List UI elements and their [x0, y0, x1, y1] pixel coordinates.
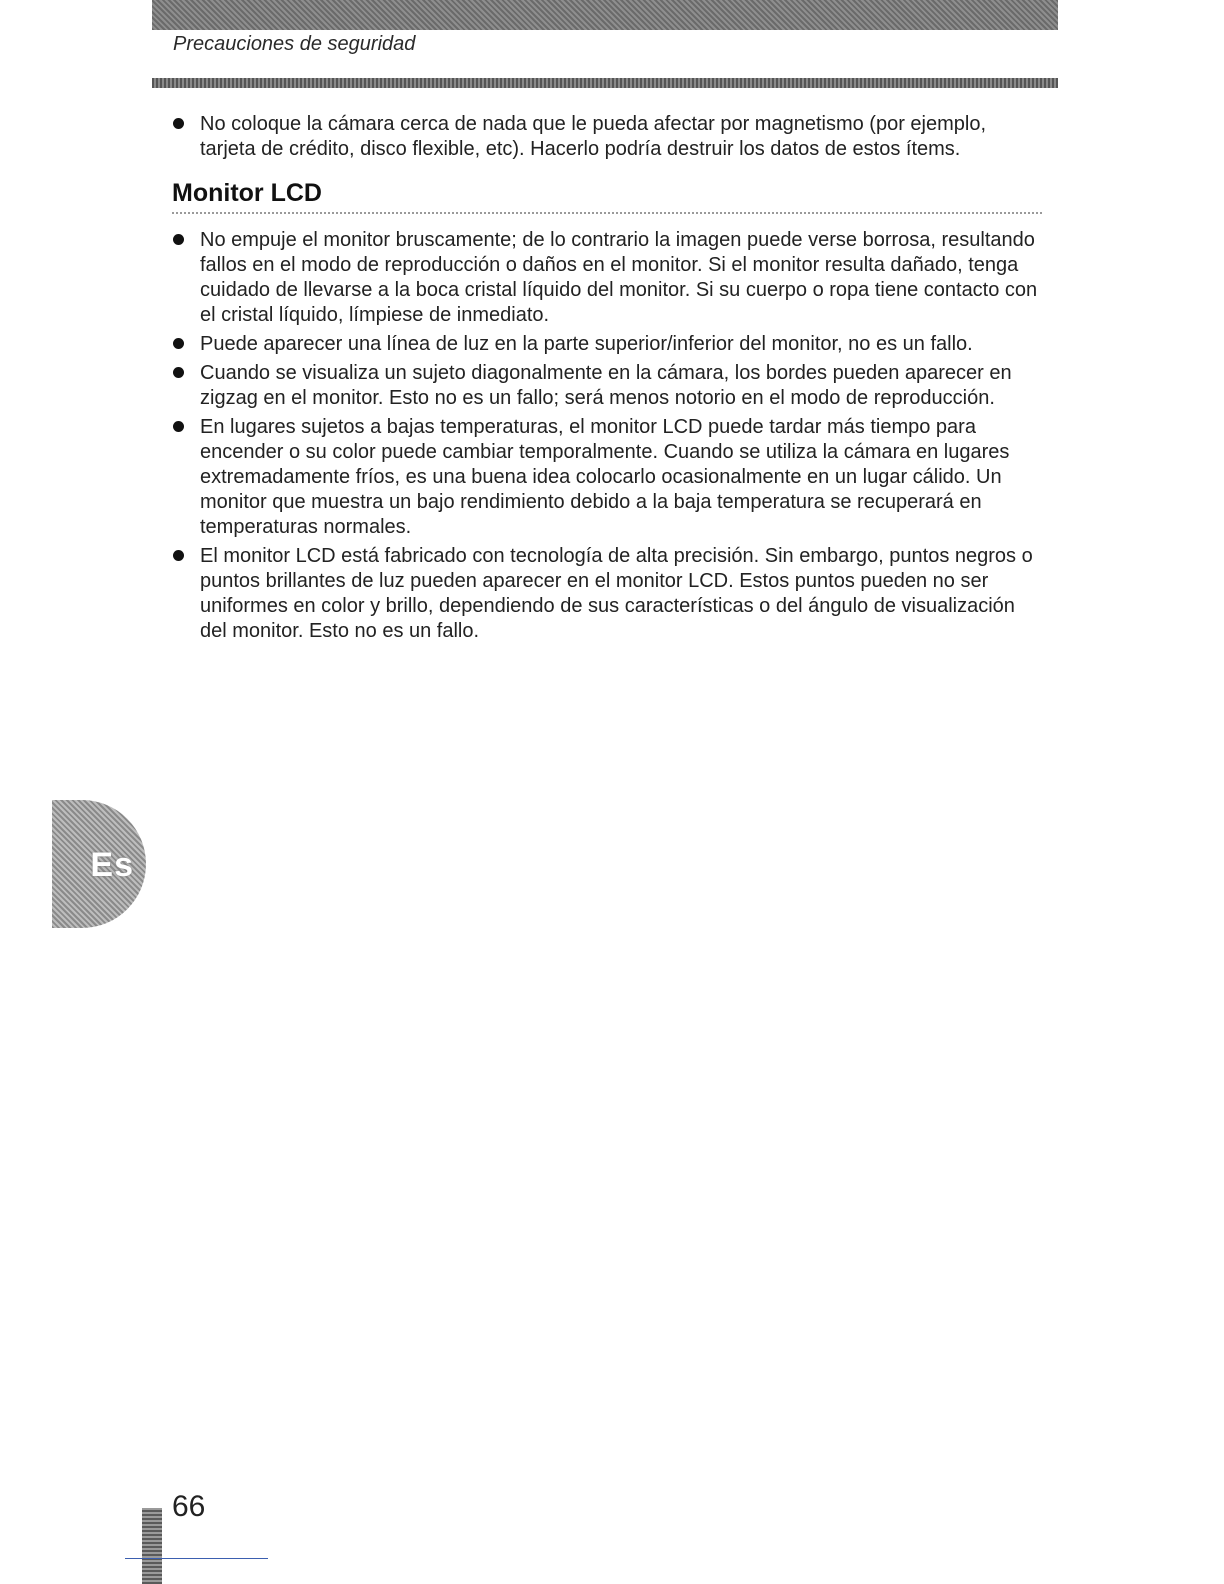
- list-item: [172, 361, 1042, 411]
- list-item-text: No coloque la cámara cerca de nada que le pueda afectar por magnetismo (por ejemplo, tarjeta de crédito, disco flexible, etc). Hacerlo podría destruir los datos de estos ítems.: [200, 113, 987, 160]
- list-item-text: Cuando se visualiza un sujeto diagonalmente en la cámara, los bordes pueden aparecer en zigzag en el monitor. Esto no es un fallo; será menos notorio en el modo de reproducción.: [200, 362, 1012, 409]
- page-number: 66: [172, 1490, 206, 1523]
- list-item-text: En lugares sujetos a bajas temperaturas, el monitor LCD puede tardar más tiempo para encender o su color puede cambiar temporalmente. Cuando se utiliza la cámara en lugares extremadamente fríos, es una buena idea colocarlo ocasionalmente en un lugar cálido. Un monitor que muestra un bajo rendimiento debido a la baja temperatura se recuperará en temperaturas normales.: [200, 416, 1010, 538]
- language-tab-label: Es: [90, 846, 134, 884]
- list-item: [172, 112, 1042, 162]
- header-band: [152, 0, 1058, 30]
- list-item: [172, 228, 1042, 328]
- page-content: [172, 112, 1042, 644]
- bullet-icon: [173, 118, 184, 129]
- bullet-icon: [173, 338, 184, 349]
- list-item: [172, 415, 1042, 540]
- page-header-title: Precauciones de seguridad: [173, 33, 416, 55]
- bullet-icon: [173, 234, 184, 245]
- language-tab: [52, 800, 146, 928]
- bullet-icon: [173, 367, 184, 378]
- list-item-text: Puede aparecer una línea de luz en la parte superior/inferior del monitor, no es un fallo.: [200, 333, 973, 355]
- header-rule: [152, 78, 1058, 88]
- intro-list: [172, 112, 1042, 162]
- list-item-text: El monitor LCD está fabricado con tecnología de alta precisión. Sin embargo, puntos negros o puntos brillantes de luz pueden aparecer en el monitor LCD. Estos puntos pueden no ser uniformes en color y brillo, dependiendo de sus características o del ángulo de visualización del monitor. Esto no es un fallo.: [200, 545, 1033, 642]
- section-title: Monitor LCD: [172, 179, 1042, 214]
- bullet-icon: [173, 550, 184, 561]
- footer-rule: [125, 1558, 268, 1559]
- list-item: [172, 544, 1042, 644]
- list-item: [172, 332, 1042, 357]
- list-item-text: No empuje el monitor bruscamente; de lo contrario la imagen puede verse borrosa, resultando fallos en el modo de reproducción o daños en el monitor. Si el monitor resulta dañado, tenga cuidado de llevarse a la boca cristal líquido del monitor. Si su cuerpo o ropa tiene contacto con el cristal líquido, límpiese de inmediato.: [200, 229, 1038, 326]
- bullet-icon: [173, 421, 184, 432]
- monitor-lcd-list: [172, 228, 1042, 644]
- page-marker: [142, 1508, 162, 1584]
